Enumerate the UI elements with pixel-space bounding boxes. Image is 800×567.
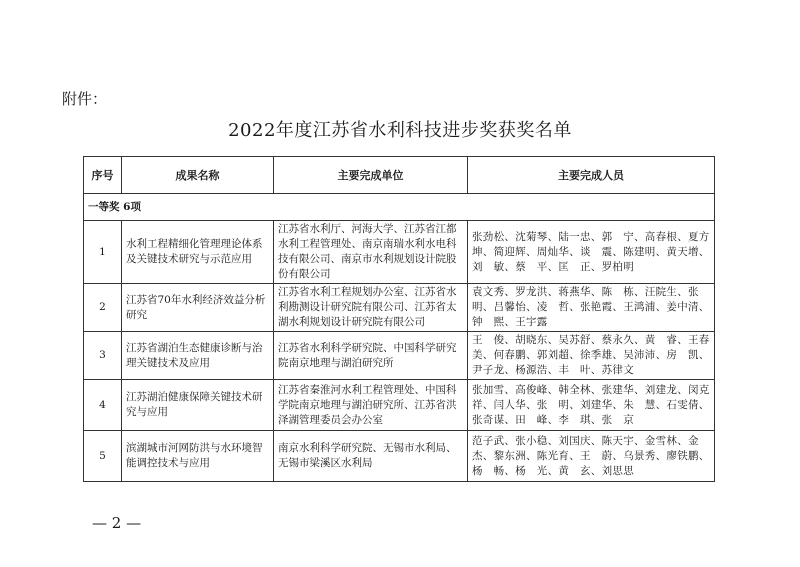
row-no: 2	[84, 284, 122, 332]
table-header-row	[84, 157, 715, 194]
row-no: 5	[84, 431, 122, 482]
row-units: 江苏省水利厅、河海大学、江苏省江都水利工程管理处、南京南瑞水利水电科技有限公司、南京市水利规划设计院股份有限公司	[274, 221, 468, 284]
row-name: 滨湖城市河网防洪与水环境智能调控技术与应用	[122, 431, 274, 482]
row-people: 王 俊、胡晓东、吴苏舒、蔡永久、黄 睿、王春美、何春鹏、郭刘超、徐季雄、吴沛沛、房 凯、尹子龙、杨源浩、丰 叶、苏律文	[468, 332, 715, 380]
row-units: 江苏省水利科学研究院、中国科学研究院南京地理与湖泊研究所	[274, 332, 468, 380]
row-people: 袁文秀、罗龙洪、蒋燕华、陈 栋、汪院生、张 明、吕馨怡、凌 哲、张艳霞、王鸿浦、姜中清、钟 熙、王宇露	[468, 284, 715, 332]
table-row	[84, 431, 715, 482]
table-row	[84, 221, 715, 284]
header-people: 主要完成人员	[468, 157, 715, 194]
header-units: 主要完成单位	[274, 157, 468, 194]
award-table	[83, 156, 715, 482]
page-number: — 2 —	[92, 514, 142, 532]
table-row	[84, 332, 715, 380]
row-people: 范子武、张小稳、刘国庆、陈天宇、金雪林、金 杰、黎东洲、陈光育、王 蔚、乌景秀、廖铁鹏、杨 畅、杨 光、黄 玄、刘思思	[468, 431, 715, 482]
row-no: 1	[84, 221, 122, 284]
row-units: 江苏省水利工程规划办公室、江苏省水利勘测设计研究院有限公司、江苏省太湖水利规划设计研究院有限公司	[274, 284, 468, 332]
header-no: 序号	[84, 157, 122, 194]
row-units: 江苏省秦淮河水利工程管理处、中国科学院南京地理与湖泊研究所、江苏省洪泽湖管理委员会办公室	[274, 380, 468, 431]
row-name: 江苏省70年水利经济效益分析研究	[122, 284, 274, 332]
document-title: 2022年度江苏省水利科技进步奖获奖名单	[228, 120, 572, 141]
section-row	[84, 194, 715, 221]
attachment-label: 附件：	[62, 90, 108, 108]
row-name: 江苏湖泊健康保障关键技术研究与应用	[122, 380, 274, 431]
row-no: 3	[84, 332, 122, 380]
table-row	[84, 380, 715, 431]
table-row	[84, 284, 715, 332]
section-title: 一等奖 6项	[84, 194, 715, 221]
row-people: 张加雪、高俊峰、韩全林、张建华、刘建龙、闵克祥、闫人华、张 明、刘建华、朱 慧、石雯倩、张奇谋、田 峰、李 琪、张 京	[468, 380, 715, 431]
row-units: 南京水利科学研究院、无锡市水利局、无锡市梁溪区水利局	[274, 431, 468, 482]
header-name: 成果名称	[122, 157, 274, 194]
row-name: 江苏省湖泊生态健康诊断与治理关键技术及应用	[122, 332, 274, 380]
row-no: 4	[84, 380, 122, 431]
row-name: 水利工程精细化管理理论体系及关键技术研究与示范应用	[122, 221, 274, 284]
row-people: 张劲松、沈菊琴、陆一忠、郭 宁、高春根、夏方坤、简迎辉、周灿华、谈 震、陈建明、黄天增、刘 敏、蔡 平、匡 正、罗柏明	[468, 221, 715, 284]
